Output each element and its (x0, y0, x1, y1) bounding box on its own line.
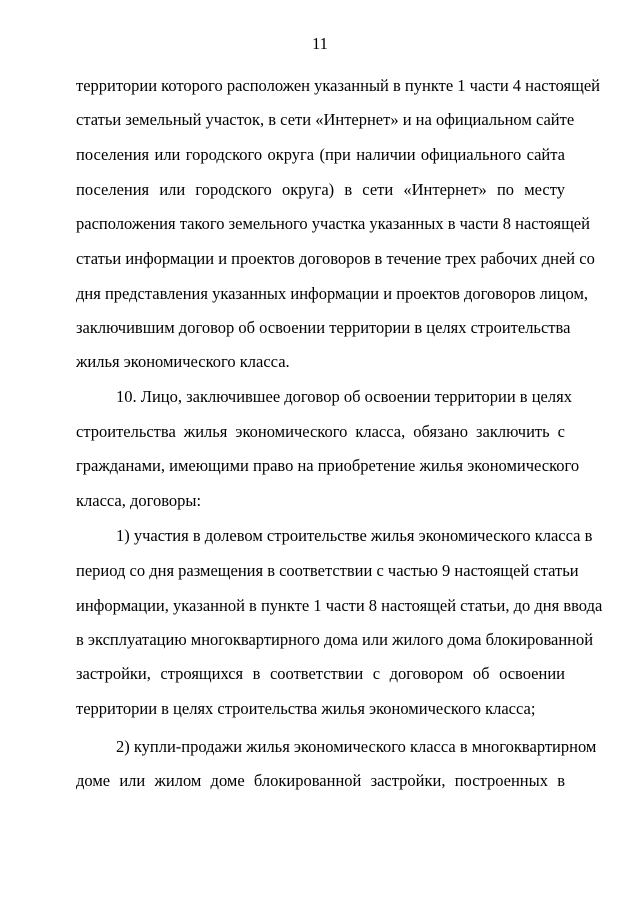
text-line: расположения такого земельного участка указанных в части 8 настоящей (76, 214, 590, 233)
text-line: информации, указанной в пункте 1 части 8 настоящей статьи, до дня ввода (76, 596, 603, 615)
text-line: гражданами, имеющими право на приобретение жилья экономического (76, 456, 580, 475)
text-line: поселения или городского округа) в сети «Интернет» по месту (76, 180, 565, 199)
paragraph-10-start: 10. Лицо, заключившее договор об освоении территории в целях (116, 387, 572, 406)
text-line: территории в целях строительства жилья экономического класса; (76, 699, 536, 718)
text-line: заключившим договор об освоении территории в целях строительства (76, 318, 571, 337)
text-line: период со дня размещения в соответствии с частью 9 настоящей статьи (76, 561, 579, 580)
text-line: застройки, строящихся в соответствии с договором об освоении (76, 664, 565, 683)
text-line: в эксплуатацию многоквартирного дома или жилого дома блокированной (76, 630, 594, 649)
list-item-2-start: 2) купли-продажи жилья экономического класса в многоквартирном (116, 737, 597, 756)
page-number: 11 (312, 34, 328, 53)
text-line: статьи информации и проектов договоров в течение трех рабочих дней со (76, 249, 595, 268)
text-line: жилья экономического класса. (76, 352, 290, 371)
text-line: дня представления указанных информации и проектов договоров лицом, (76, 284, 589, 303)
text-line: строительства жилья экономического класса, обязано заключить с (76, 422, 565, 441)
text-line: класса, договоры: (76, 491, 202, 510)
text-line: территории которого расположен указанный в пункте 1 части 4 настоящей (76, 76, 601, 95)
text-line: статьи земельный участок, в сети «Интернет» и на официальном сайте (76, 110, 575, 129)
list-item-1-start: 1) участия в долевом строительстве жилья экономического класса в (116, 526, 593, 545)
text-line: поселения или городского округа (при наличии официального сайта (76, 145, 565, 164)
text-line: доме или жилом доме блокированной застройки, построенных в (76, 771, 565, 790)
